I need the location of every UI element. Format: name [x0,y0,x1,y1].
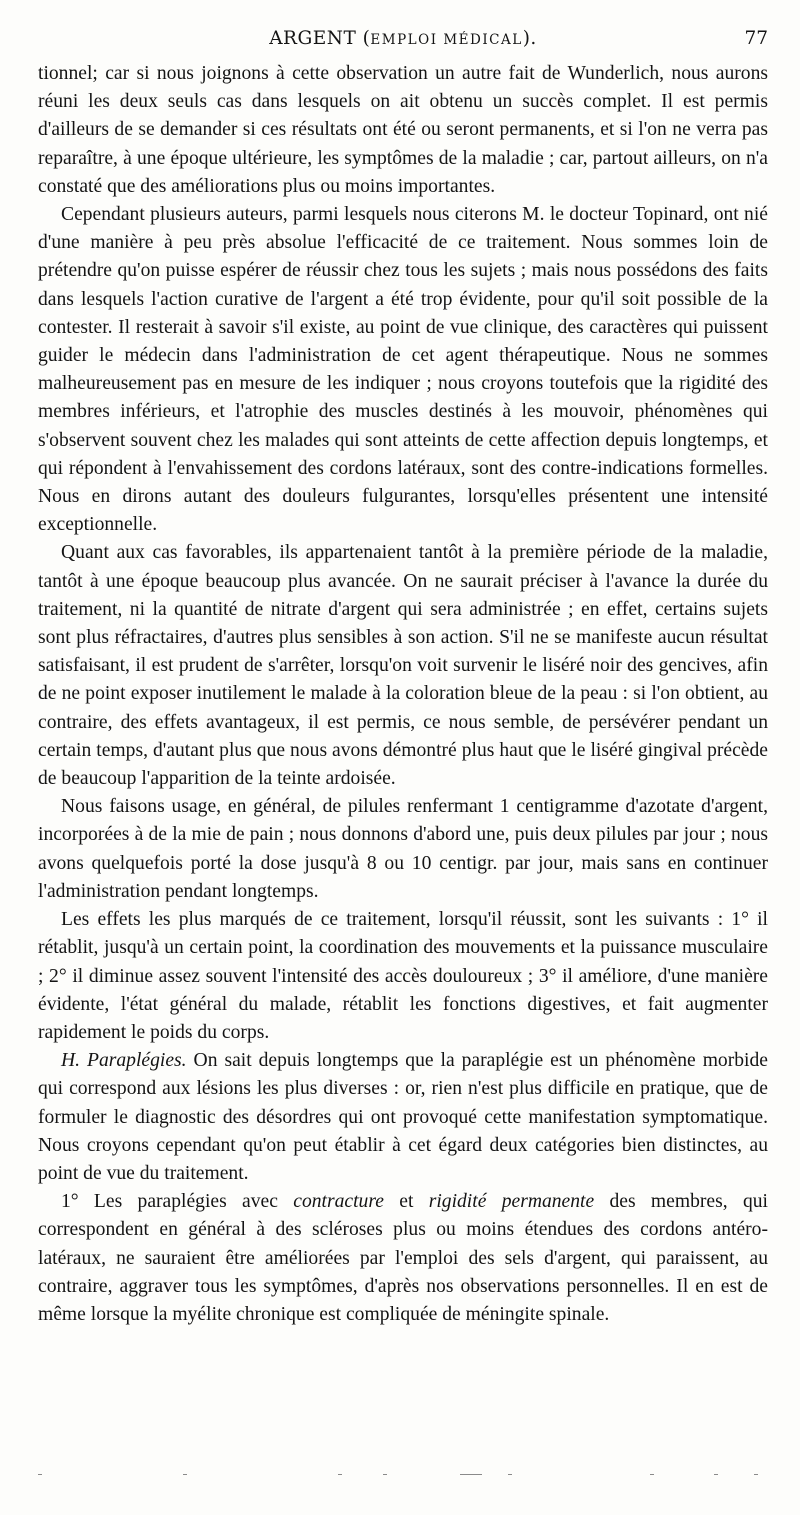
paragraph-joiner: et [383,1191,429,1213]
running-header [38,28,768,56]
paragraph: Les effets les plus marqués de ce traitement, lorsqu'il réussit, sont les suivants : 1° il rétablit, jusqu'à un certain point, la coordination des mouvements et la puissance musculaire ; 2° il diminue assez souvent l'intensité des accès douloureux ; 3° il améliore, d'une manière évidente, l'état général du malade, rétablit les fonctions digestives, et fait augmenter rapidement le poids du corps. [38,909,768,1043]
scan-speck [460,1474,482,1475]
paragraph: Nous faisons usage, en général, de pilules renfermant 1 centigramme d'azotate d'argent, incorporées à de la mie de pain ; nous donnons d'abord une, puis deux pilules par jour ; nous avons quelquefois porté la dose jusqu'à 8 ou 10 centigr. par jour, mais sans en continuer l'administration pendant longtemps. [38,796,768,902]
paragraph-text: On sait depuis longtemps que la paraplégie est un phénomène morbide qui correspond aux lésions les plus diverses : or, rien n'est plus difficile en pratique, que de formuler le diagnostic des désordres qui ont provoqué cette manifestation symptomatique. Nous croyons cependant qu'on peut établir à cet égard deux catégories bien distinctes, au point de vue du traitement. [38,1050,768,1184]
scan-speck [38,1474,42,1475]
paragraph-contracture [38,1188,768,1329]
emphasis-rigidite: rigidité permanente [428,1191,595,1213]
scan-speck [508,1474,512,1475]
paragraph-continued: tionnel; car si nous joignons à cette observation un autre fait de Wunderlich, nous aurons réuni les deux seuls cas dans lesquels on ait obtenu un succès complet. Il est permis d'ailleurs de se demander si ces résultats ont été ou seront permanents, et si l'on ne verra pas reparaître, à une époque ultérieure, les symptômes de la maladie ; car, partout ailleurs, on n'a constaté que des améliorations plus ou moins importantes. [38,63,768,197]
paragraph-text: des membres, qui correspondent en général à des scléroses plus ou moins étendues des cordons antéro-latéraux, ne sauraient être améliorées par l'emploi des sels d'argent, qui paraissent, au contraire, aggraver tous les symptômes, d'après nos observations personnelles. Il en est de même lorsque la myélite chronique est compliquée de méningite spinale. [38,1191,768,1325]
paragraph: Cependant plusieurs auteurs, parmi lesquels nous citerons M. le docteur Topinard, ont nié d'une manière à peu près absolue l'efficacité de ce traitement. Nous sommes loin de prétendre qu'on puisse espérer de réussir chez tous les sujets ; mais nous possédons des faits dans lesquels l'action curative de l'argent a été trop évidente, pour qu'il soit possible de la contester. Il resterait à savoir s'il existe, au point de vue clinique, des caractères qui puissent guider le médecin dans l'administration de cet agent thérapeutique. Nous ne sommes malheureusement pas en mesure de les indiquer ; nous croyons toutefois que la rigidité des membres inférieurs, et l'atrophie des muscles destinés à les mouvoir, phénomènes qui s'observent souvent chez les malades qui sont atteints de cette affection depuis longtemps, et qui répondent à l'envahissement des cordons latéraux, sont des contre-indications formelles. Nous en dirons autant des douleurs fulgurantes, lorsqu'elles présentent une intensité exceptionnelle. [38,204,768,536]
paragraph-paraplegies [38,1047,768,1188]
emphasis-contracture: contracture [293,1191,384,1213]
running-title-close-paren: ). [522,28,537,49]
scan-specks [38,1468,768,1480]
section-label-paraplegies: H. Paraplégies. [61,1050,187,1072]
running-title-open-paren: ( [356,28,371,49]
paragraph: Quant aux cas favorables, ils appartenaient tantôt à la première période de la maladie, tantôt à une époque beaucoup plus avancée. On ne saurait préciser à l'avance la durée du traitement, ni la quantité de nitrate d'argent qui sera administrée ; en effet, certains sujets sont plus réfractaires, d'autres plus sensibles à son action. S'il ne se manifeste aucun résultat satisfaisant, il est prudent de s'arrêter, lorsqu'on voit survenir le liséré noir des gencives, afin de ne point exposer inutilement le malade à la coloration bleue de la peau : si l'on obtient, au contraire, des effets avantageux, il est permis, ce nous semble, de persévérer pendant un certain temps, d'autant plus que nous avons démontré plus haut que le liséré gingival précède de beaucoup l'apparition de la teinte ardoisée. [38,542,768,790]
scan-speck [338,1474,342,1475]
paragraph-lead: 1° Les paraplégies avec [61,1191,294,1213]
scan-speck [650,1474,654,1475]
page-body [38,60,768,1329]
page-number: 77 [744,28,768,49]
running-title [38,28,768,49]
scan-speck [383,1474,387,1475]
running-title-main: ARGENT [269,28,357,49]
scan-speck [183,1474,187,1475]
scan-speck [754,1474,758,1475]
scan-speck [714,1474,718,1475]
running-title-subtitle: EMPLOI MÉDICAL [370,32,523,48]
